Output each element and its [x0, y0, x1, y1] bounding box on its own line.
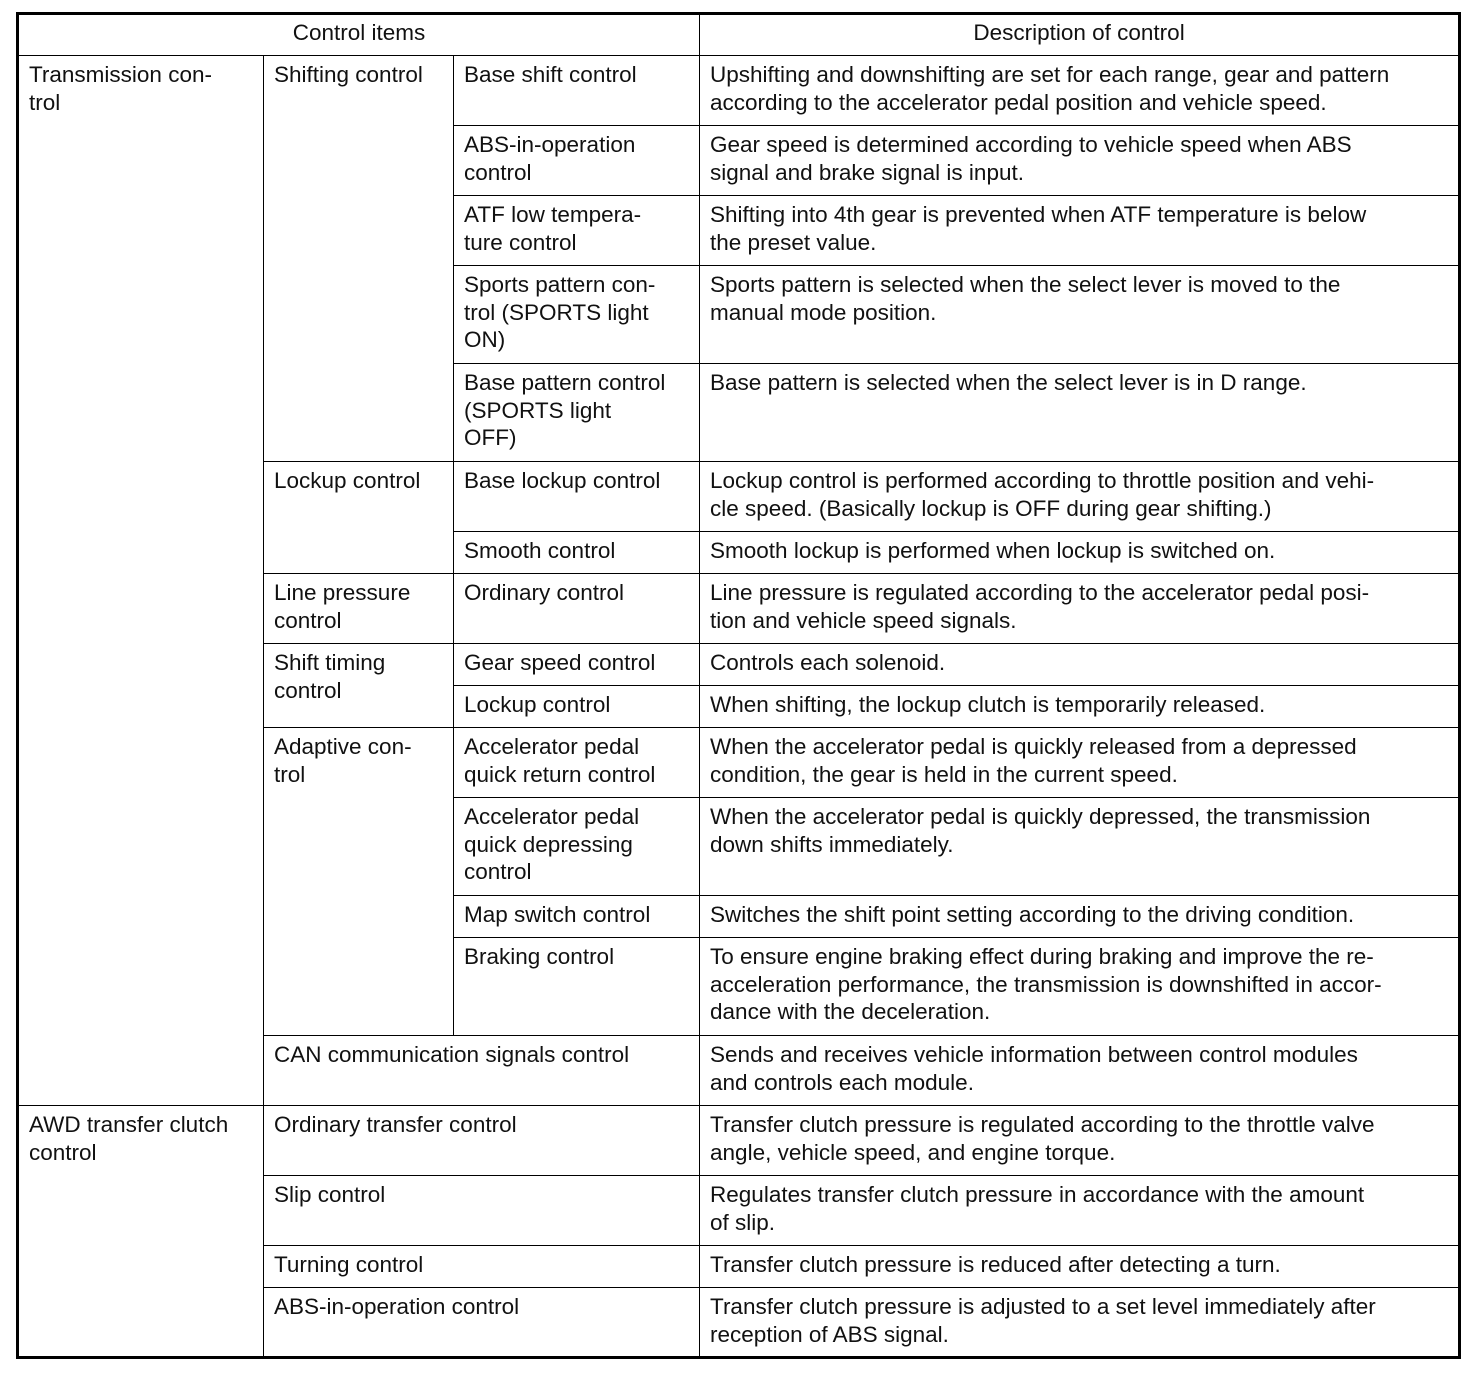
item-turning-control: Turning control [264, 1246, 700, 1288]
item-accelerator-quick-depressing: Accelerator pedal quick depressing control [454, 798, 700, 896]
desc-base-pattern-control: Base pattern is selected when the select lever is in D range. [700, 364, 1460, 462]
desc-turning-control: Transfer clutch pressure is reduced after detecting a turn. [700, 1246, 1460, 1288]
desc-can-communication-control: Sends and receives vehicle information between control modules and controls each module. [700, 1036, 1460, 1106]
header-control-items: Control items [18, 14, 700, 56]
table-header-row [18, 14, 1460, 56]
desc-sports-pattern-control: Sports pattern is selected when the select lever is moved to the manual mode position. [700, 266, 1460, 364]
item-base-shift-control: Base shift control [454, 56, 700, 126]
desc-ordinary-control: Line pressure is regulated according to the accelerator pedal posi- tion and vehicle speed signals. [700, 574, 1460, 644]
item-abs-in-operation-control: ABS-in-operation control [454, 126, 700, 196]
desc-abs-in-operation-control: Gear speed is determined according to vehicle speed when ABS signal and brake signal is input. [700, 126, 1460, 196]
group-adaptive-control: Adaptive con- trol [264, 728, 454, 1036]
desc-base-lockup-control: Lockup control is performed according to throttle position and vehi- cle speed. (Basically lockup is OFF during gear shifting.) [700, 462, 1460, 532]
desc-lockup-control-timing: When shifting, the lockup clutch is temporarily released. [700, 686, 1460, 728]
desc-base-shift-control: Upshifting and downshifting are set for each range, gear and pattern according to the accelerator pedal position and vehicle speed. [700, 56, 1460, 126]
table-row [18, 1106, 1460, 1176]
category-awd-transfer-clutch-control: AWD transfer clutch control [18, 1106, 264, 1358]
item-gear-speed-control: Gear speed control [454, 644, 700, 686]
desc-gear-speed-control: Controls each solenoid. [700, 644, 1460, 686]
header-description: Description of control [700, 14, 1460, 56]
desc-slip-control: Regulates transfer clutch pressure in accordance with the amount of slip. [700, 1176, 1460, 1246]
desc-abs-in-operation-awd: Transfer clutch pressure is adjusted to a set level immediately after reception of ABS signal. [700, 1288, 1460, 1358]
desc-braking-control: To ensure engine braking effect during braking and improve the re- acceleration performance, the transmission is downshifted in accor- dance with the deceleration. [700, 938, 1460, 1036]
desc-accelerator-quick-depressing: When the accelerator pedal is quickly depressed, the transmission down shifts immediately. [700, 798, 1460, 896]
desc-smooth-control: Smooth lockup is performed when lockup is switched on. [700, 532, 1460, 574]
group-line-pressure-control: Line pressure control [264, 574, 454, 644]
group-shift-timing-control: Shift timing control [264, 644, 454, 728]
group-shifting-control: Shifting control [264, 56, 454, 462]
group-can-communication-control: CAN communication signals control [264, 1036, 700, 1106]
item-lockup-control-timing: Lockup control [454, 686, 700, 728]
item-braking-control: Braking control [454, 938, 700, 1036]
item-ordinary-control: Ordinary control [454, 574, 700, 644]
control-table-container [16, 12, 1461, 1359]
item-abs-in-operation-awd: ABS-in-operation control [264, 1288, 700, 1358]
control-items-table [16, 12, 1461, 1359]
group-lockup-control: Lockup control [264, 462, 454, 574]
table-row [18, 56, 1460, 126]
item-ordinary-transfer-control: Ordinary transfer control [264, 1106, 700, 1176]
item-slip-control: Slip control [264, 1176, 700, 1246]
desc-ordinary-transfer-control: Transfer clutch pressure is regulated according to the throttle valve angle, vehicle speed, and engine torque. [700, 1106, 1460, 1176]
item-base-lockup-control: Base lockup control [454, 462, 700, 532]
item-smooth-control: Smooth control [454, 532, 700, 574]
desc-map-switch-control: Switches the shift point setting according to the driving condition. [700, 896, 1460, 938]
desc-atf-low-temperature-control: Shifting into 4th gear is prevented when ATF temperature is below the preset value. [700, 196, 1460, 266]
item-base-pattern-control: Base pattern control (SPORTS light OFF) [454, 364, 700, 462]
item-atf-low-temperature-control: ATF low tempera- ture control [454, 196, 700, 266]
item-map-switch-control: Map switch control [454, 896, 700, 938]
item-sports-pattern-control: Sports pattern con- trol (SPORTS light ON) [454, 266, 700, 364]
desc-accelerator-quick-return: When the accelerator pedal is quickly released from a depressed condition, the gear is held in the current speed. [700, 728, 1460, 798]
item-accelerator-quick-return: Accelerator pedal quick return control [454, 728, 700, 798]
category-transmission-control: Transmission con- trol [18, 56, 264, 1106]
